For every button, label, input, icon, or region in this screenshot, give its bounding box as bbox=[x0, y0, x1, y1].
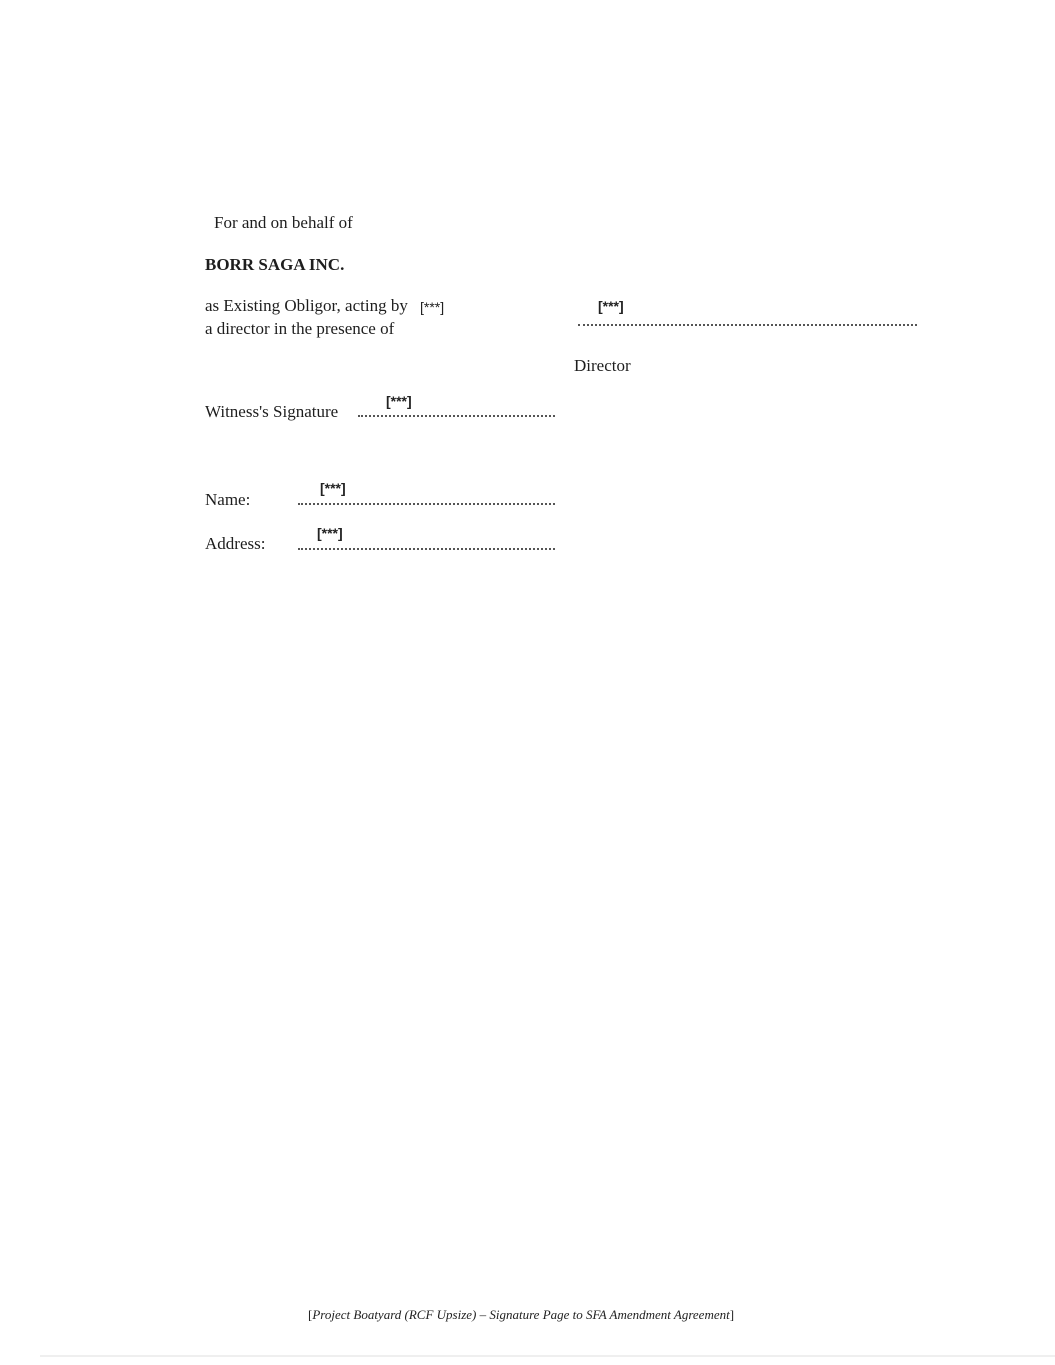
witness-name-redacted: [***] bbox=[320, 480, 346, 496]
page-footer bbox=[308, 1308, 734, 1321]
witness-signature-redacted: [***] bbox=[386, 393, 412, 409]
director-label: Director bbox=[574, 356, 631, 375]
witness-name-line bbox=[298, 503, 555, 505]
footer-close-bracket: ] bbox=[729, 1307, 735, 1322]
witness-signature-line bbox=[358, 415, 555, 417]
witness-signature-label: Witness's Signature bbox=[205, 402, 339, 421]
footer-open-bracket: [ bbox=[308, 1307, 313, 1322]
witness-address-label: Address: bbox=[205, 534, 266, 553]
acting-by-redacted: [***] bbox=[420, 299, 445, 315]
presence-of-text: a director in the presence of bbox=[205, 319, 395, 338]
director-signature-redacted: [***] bbox=[598, 298, 624, 314]
witness-address-line bbox=[298, 548, 555, 550]
director-signature-line bbox=[578, 324, 917, 326]
footer-text: Project Boatyard (RCF Upsize) – Signature Page to SFA Amendment Agreement bbox=[312, 1307, 730, 1322]
page-bottom-edge bbox=[40, 1355, 1055, 1357]
for-and-on-behalf-text: For and on behalf of bbox=[214, 213, 353, 232]
witness-name-label: Name: bbox=[205, 490, 251, 509]
acting-by-text: as Existing Obligor, acting by bbox=[205, 296, 408, 315]
company-name: BORR SAGA INC. bbox=[205, 255, 345, 274]
witness-address-redacted: [***] bbox=[317, 525, 343, 541]
